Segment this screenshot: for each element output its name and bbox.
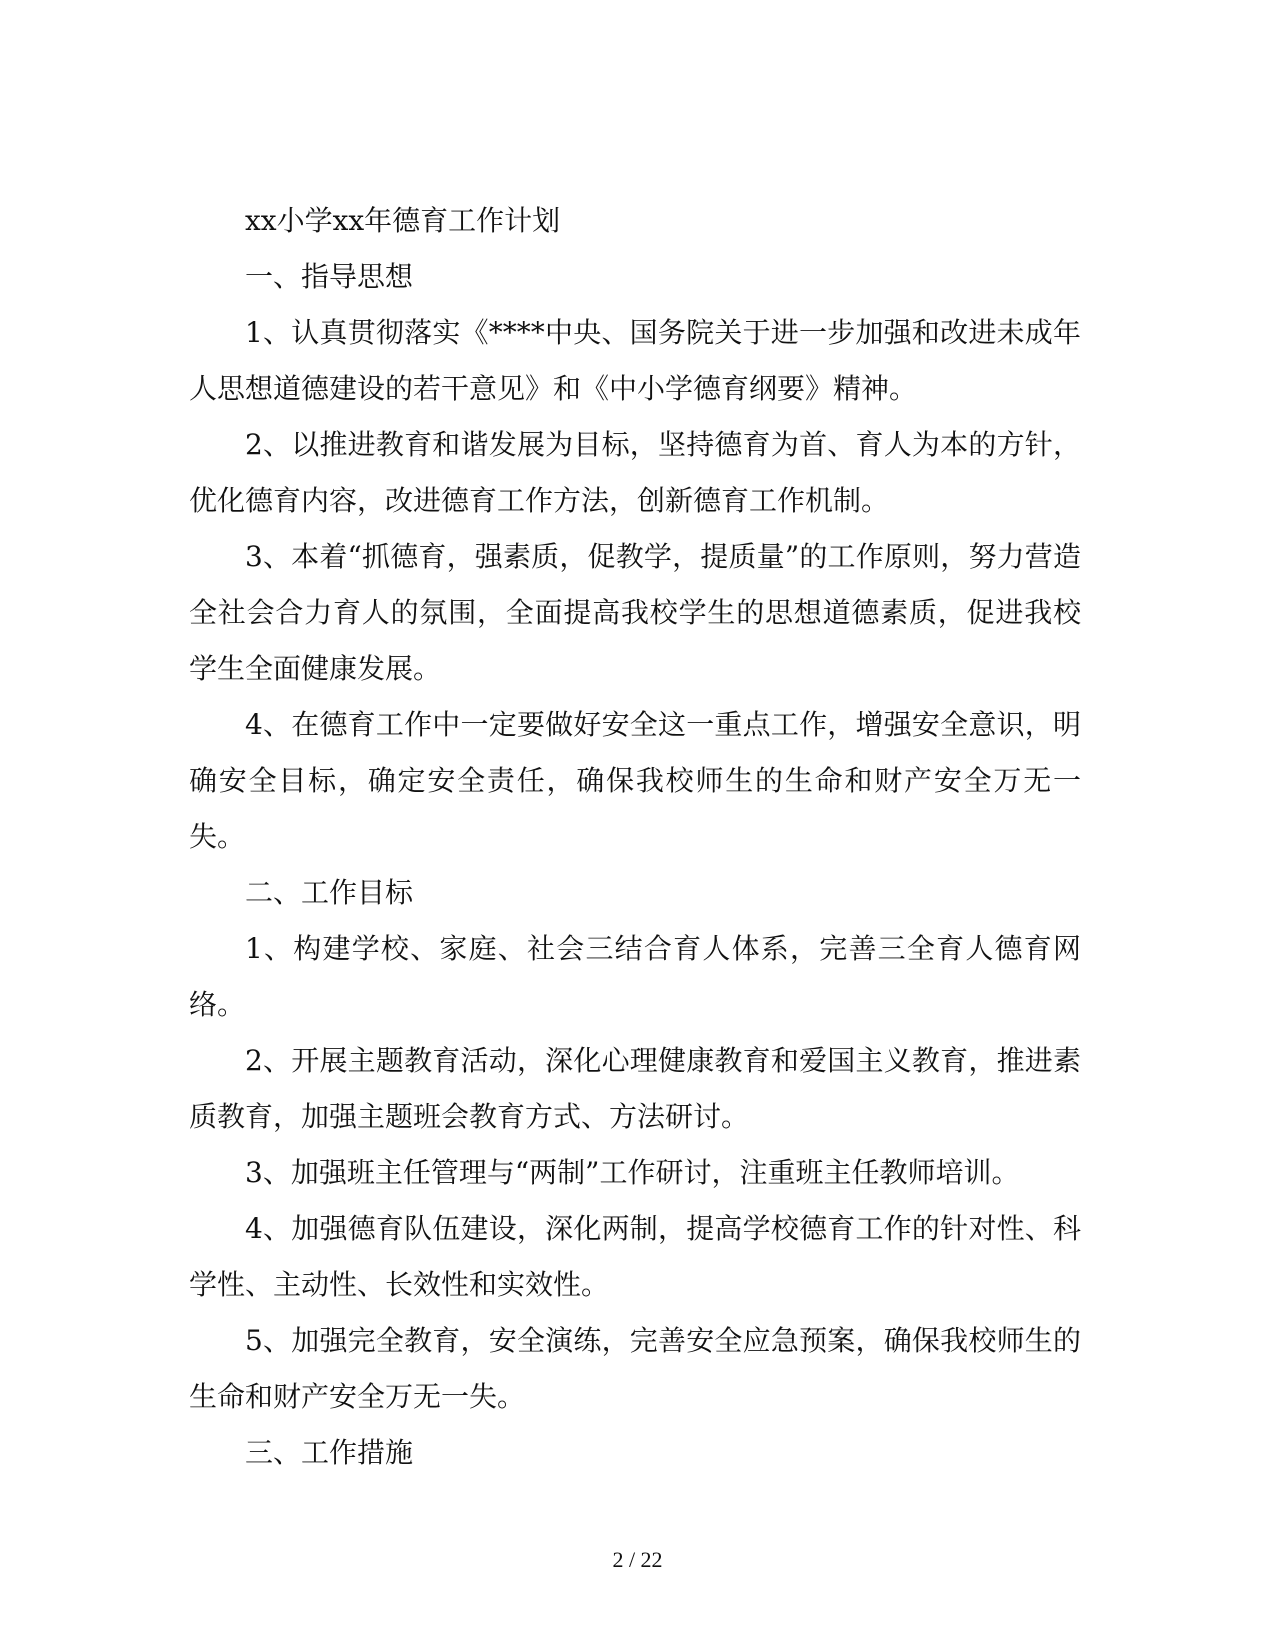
document-body xyxy=(189,193,1081,1481)
section-heading-work-goals: 二、工作目标 xyxy=(245,876,414,909)
paragraph: 2、开展主题教育活动，深化心理健康教育和爱国主义教育，推进素质教育，加强主题班会教育方式、方法研讨。 xyxy=(189,1044,1081,1133)
paragraph: 4、加强德育队伍建设，深化两制，提高学校德育工作的针对性、科学性、主动性、长效性和实效性。 xyxy=(189,1212,1081,1301)
section-heading-guiding-ideology: 一、指导思想 xyxy=(245,260,414,293)
paragraph: 2、以推进教育和谐发展为目标，坚持德育为首、育人为本的方针，优化德育内容，改进德育工作方法，创新德育工作机制。 xyxy=(189,428,1081,517)
paragraph: 1、认真贯彻落实《****中央、国务院关于进一步加强和改进未成年人思想道德建设的若干意见》和《中小学德育纲要》精神。 xyxy=(189,316,1081,405)
paragraph: 1、构建学校、家庭、社会三结合育人体系，完善三全育人德育网络。 xyxy=(189,932,1081,1021)
paragraph: 3、加强班主任管理与“两制”工作研讨，注重班主任教师培训。 xyxy=(245,1156,1020,1189)
page-number: 2 / 22 xyxy=(612,1547,663,1572)
paragraph: 3、本着“抓德育，强素质，促教学，提质量”的工作原则，努力营造全社会合力育人的氛围，全面提高我校学生的思想道德素质，促进我校学生全面健康发展。 xyxy=(189,540,1081,685)
paragraph: 4、在德育工作中一定要做好安全这一重点工作，增强安全意识，明确安全目标，确定安全责任，确保我校师生的生命和财产安全万无一失。 xyxy=(189,708,1081,853)
section-heading-work-measures: 三、工作措施 xyxy=(245,1436,414,1469)
document-title: xx小学xx年德育工作计划 xyxy=(245,204,561,237)
paragraph: 5、加强完全教育，安全演练，完善安全应急预案，确保我校师生的生命和财产安全万无一失。 xyxy=(189,1324,1081,1413)
